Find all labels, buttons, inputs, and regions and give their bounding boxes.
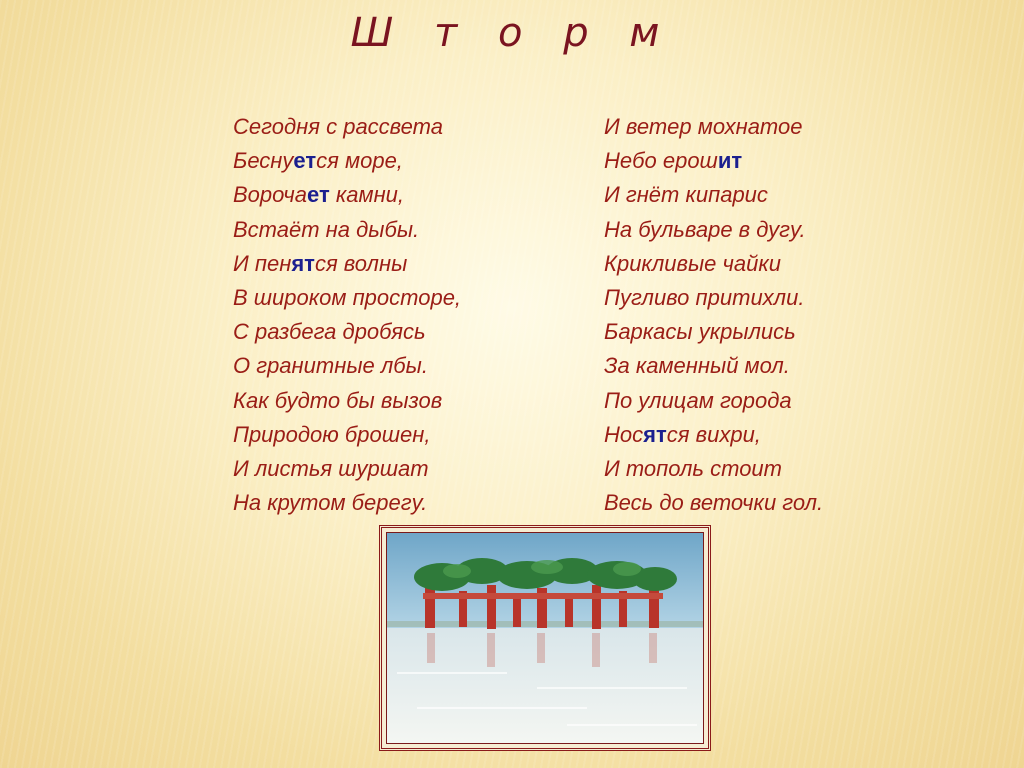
poem-text: Весь до веточки гол. — [604, 490, 824, 516]
poem-text: Нос — [604, 421, 644, 447]
poem-column-left — [233, 110, 461, 520]
poem-text: ся вихри, — [666, 421, 761, 447]
poem-text: И тополь стоит — [604, 455, 782, 481]
poem-text: И листья шуршат — [233, 455, 429, 481]
poem-line — [233, 247, 461, 281]
poem-line — [233, 144, 461, 178]
poem-text: И ветер мохнатое — [604, 114, 803, 139]
poem-text: ся море, — [316, 148, 403, 174]
poem-text: Как будто бы вызов — [233, 387, 443, 413]
poem-line — [233, 486, 461, 520]
poem-text: В широком просторе, — [233, 284, 462, 310]
poem-line — [233, 349, 461, 383]
poem-line — [604, 247, 823, 281]
poem-line — [604, 349, 823, 383]
poem-text: На бульваре в дугу. — [604, 216, 806, 242]
poem-text: Небо ерош — [604, 148, 718, 174]
poem-line — [604, 281, 823, 315]
poem-text: камни, — [329, 182, 405, 208]
poem-line — [233, 452, 461, 486]
poem-text: На крутом берегу. — [233, 490, 428, 516]
storm-picture — [386, 532, 704, 744]
verb-ending-highlight: ет — [307, 182, 330, 208]
poem-text: И пен — [233, 250, 292, 276]
poem-line — [233, 384, 461, 418]
poem-line — [604, 110, 823, 144]
poem-text: Вороча — [233, 182, 308, 208]
poem-text: И гнёт кипарис — [604, 182, 768, 208]
verb-ending-highlight: ет — [293, 148, 317, 174]
poem-line — [233, 315, 461, 349]
poem-line — [604, 144, 823, 178]
poem-column-right — [604, 110, 823, 520]
poem-text: Крикливые чайки — [604, 250, 781, 276]
poem-line — [604, 452, 823, 486]
poem-text: По улицам города — [604, 387, 792, 413]
poem-line — [604, 418, 823, 452]
storm-picture-frame — [379, 525, 711, 751]
poem-line — [233, 281, 461, 315]
verb-ending-highlight: ят — [291, 250, 315, 276]
poem-text: За каменный мол. — [604, 353, 790, 379]
poem-text: Встаёт на дыбы. — [233, 216, 420, 242]
poem-text: Бесну — [233, 148, 294, 174]
poem-line — [604, 178, 823, 212]
verb-ending-highlight: ят — [643, 421, 667, 447]
poem-line — [233, 418, 461, 452]
poem-line — [233, 178, 461, 212]
poem-text: Сегодня с рассвета — [233, 114, 443, 139]
poem-line — [604, 213, 823, 247]
poem-text: Природою брошен, — [233, 421, 431, 447]
poem-line — [604, 315, 823, 349]
poem-text: О гранитные лбы. — [233, 353, 428, 379]
poem-line — [604, 384, 823, 418]
poem-line — [604, 486, 823, 520]
verb-ending-highlight: ит — [717, 148, 743, 174]
slide-title: Ш т о р м — [350, 10, 674, 56]
poem-text: Пугливо притихли. — [604, 284, 805, 310]
poem-line — [233, 110, 461, 144]
poem-text: С разбега дробясь — [233, 319, 426, 345]
poem-text: ся волны — [314, 250, 408, 276]
poem-text: Баркасы укрылись — [604, 319, 796, 345]
poem-line — [233, 213, 461, 247]
